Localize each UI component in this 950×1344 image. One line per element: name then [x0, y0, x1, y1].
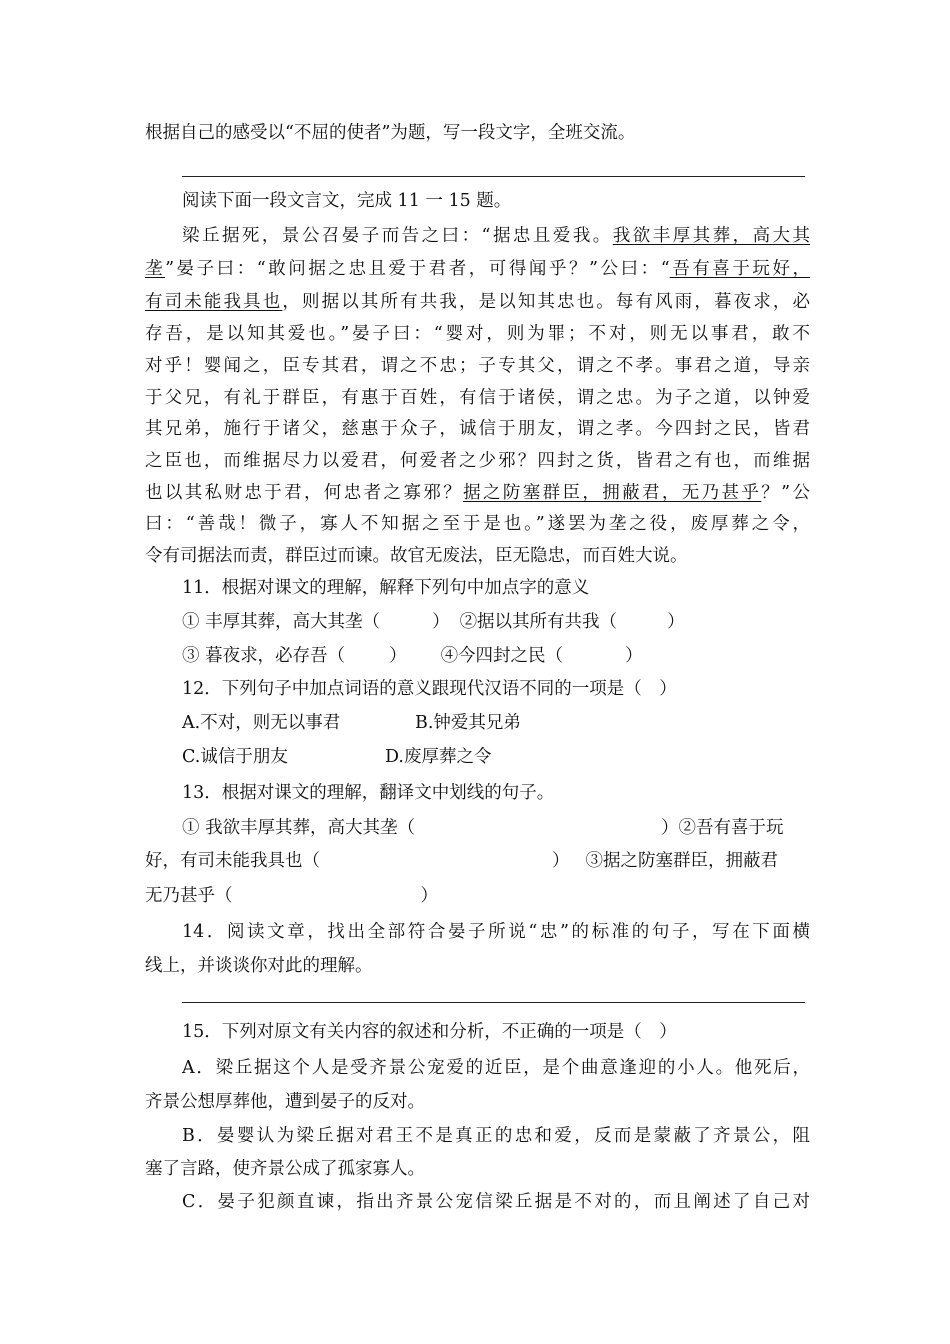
- q13-stem: 13．根据对课文的理解，翻译文中划线的句子。: [182, 783, 555, 803]
- q11-items-row-2: ③ 暮夜求，必存吾（ ） ④今四封之民（ ）: [182, 646, 643, 666]
- passage-line-6: 于父兄，有礼于群臣，有惠于百姓，有信于诸侯，谓之忠。为子之道，以钟爱: [145, 388, 810, 408]
- q12-option-a: A.不对，则无以事君: [182, 713, 341, 733]
- passage-line-8: 之臣也，而维据尽力以爱君，何爱者之少邪？四封之货，皆君之有也，而维据: [145, 451, 810, 471]
- passage-line-5: 对乎！婴闻之，臣专其君，谓之不忠；子专其父，谓之不孝。事君之道，导亲: [145, 356, 810, 376]
- underlined-sentence-2a: 吾有喜于玩好，: [669, 259, 811, 279]
- passage-line-2: 垄”晏子曰：“敢问据之忠且爱于君者，可得闻乎？”公曰：“吾有喜于玩好，: [145, 259, 811, 279]
- q12-option-b: B.钟爱其兄弟: [415, 713, 521, 733]
- q12-option-d: D.废厚葬之令: [385, 747, 492, 767]
- q12-options-row-1: [182, 707, 810, 739]
- q12-options-row-2: [182, 741, 810, 773]
- passage-line-10: 曰：“善哉！微子，寡人不知据之至于是也。”遂罢为垄之役，废厚葬之令，: [145, 514, 810, 534]
- q15-option-a-line-2: 齐景公想厚葬他，遭到晏子的反对。: [145, 1092, 425, 1112]
- q11-stem: 11．根据对课文的理解，解释下列句中加点字的意义: [182, 578, 590, 598]
- q12-stem: 12．下列句子中加点词语的意义跟现代汉语不同的一项是（ ）: [182, 679, 677, 699]
- q14-line-1: 14．阅读文章，找出全部符合晏子所说“忠”的标准的句子，写在下面横: [182, 922, 810, 942]
- q15-option-b-line-1: B．晏婴认为梁丘据对君王不是真正的忠和爱，反而是蒙蔽了齐景公，阻: [182, 1126, 810, 1146]
- passage-line-3: 有司未能我具也，则据以其所有共我，是以知其忠也。每有风雨，暮夜求，必: [145, 292, 811, 312]
- passage-line-1: 梁丘据死，景公召晏子而告之曰：“据忠且爱我。我欲丰厚其葬，高大其: [182, 226, 811, 246]
- passage-line-11: 令有司据法而责，群臣过而谏。故官无废法，臣无隐忠，而百姓大说。: [145, 546, 688, 566]
- line-1: 根据自己的感受以“不屈的使者”为题，写一段文字，全班交流。: [145, 123, 636, 143]
- q11-items-row-1: ① 丰厚其葬，高大其垄（ ） ②据以其所有共我（ ）: [182, 612, 685, 632]
- passage-line-7: 其兄弟，施行于诸父，慈惠于众子，诚信于朋友，谓之孝。今四封之民，皆君: [145, 419, 810, 439]
- q15-option-b-line-2: 塞了言路，使齐景公成了孤家寡人。: [145, 1159, 425, 1179]
- answer-rule-2: [182, 1002, 805, 1003]
- underlined-sentence-1b: 垄: [145, 259, 166, 279]
- passage-line-9: 也以其私财忠于君，何忠者之寡邪？据之防塞群臣，拥蔽君，无乃甚乎？”公: [145, 483, 811, 503]
- passage-line-4: 存吾，是以知其爱也。”晏子曰：“婴对，则为罪；不对，则无以事君，敢不: [145, 324, 810, 344]
- passage-intro: 阅读下面一段文言文，完成 11 一 15 题。: [182, 191, 512, 211]
- q15-stem: 15．下列对原文有关内容的叙述和分析，不正确的一项是（ ）: [182, 1022, 677, 1042]
- q12-option-c: C.诚信于朋友: [182, 747, 288, 767]
- q13-line-1: ① 我欲丰厚其葬，高大其垄（ ）②吾有喜于玩: [182, 818, 784, 838]
- answer-rule-1: [182, 176, 805, 177]
- underlined-sentence-1a: 我欲丰厚其葬，高大其: [612, 226, 811, 246]
- q15-option-c-line-1: C．晏子犯颜直谏，指出齐景公宠信梁丘据是不对的，而且阐述了自己对: [182, 1192, 810, 1212]
- q14-line-2: 线上，并谈谈你对此的理解。: [145, 956, 373, 976]
- q15-option-a-line-1: A．梁丘据这个人是受齐景公宠爱的近臣，是个曲意逢迎的小人。他死后，: [182, 1058, 810, 1078]
- underlined-sentence-3: 据之防塞群臣，拥蔽君，无乃甚乎: [463, 483, 762, 503]
- underlined-sentence-2b: 有司未能我具也: [145, 292, 283, 312]
- q13-line-3: 无乃甚乎（ ）: [145, 886, 438, 906]
- q13-line-2: 好，有司未能我具也（ ） ③据之防塞群臣，拥蔽君: [145, 851, 778, 871]
